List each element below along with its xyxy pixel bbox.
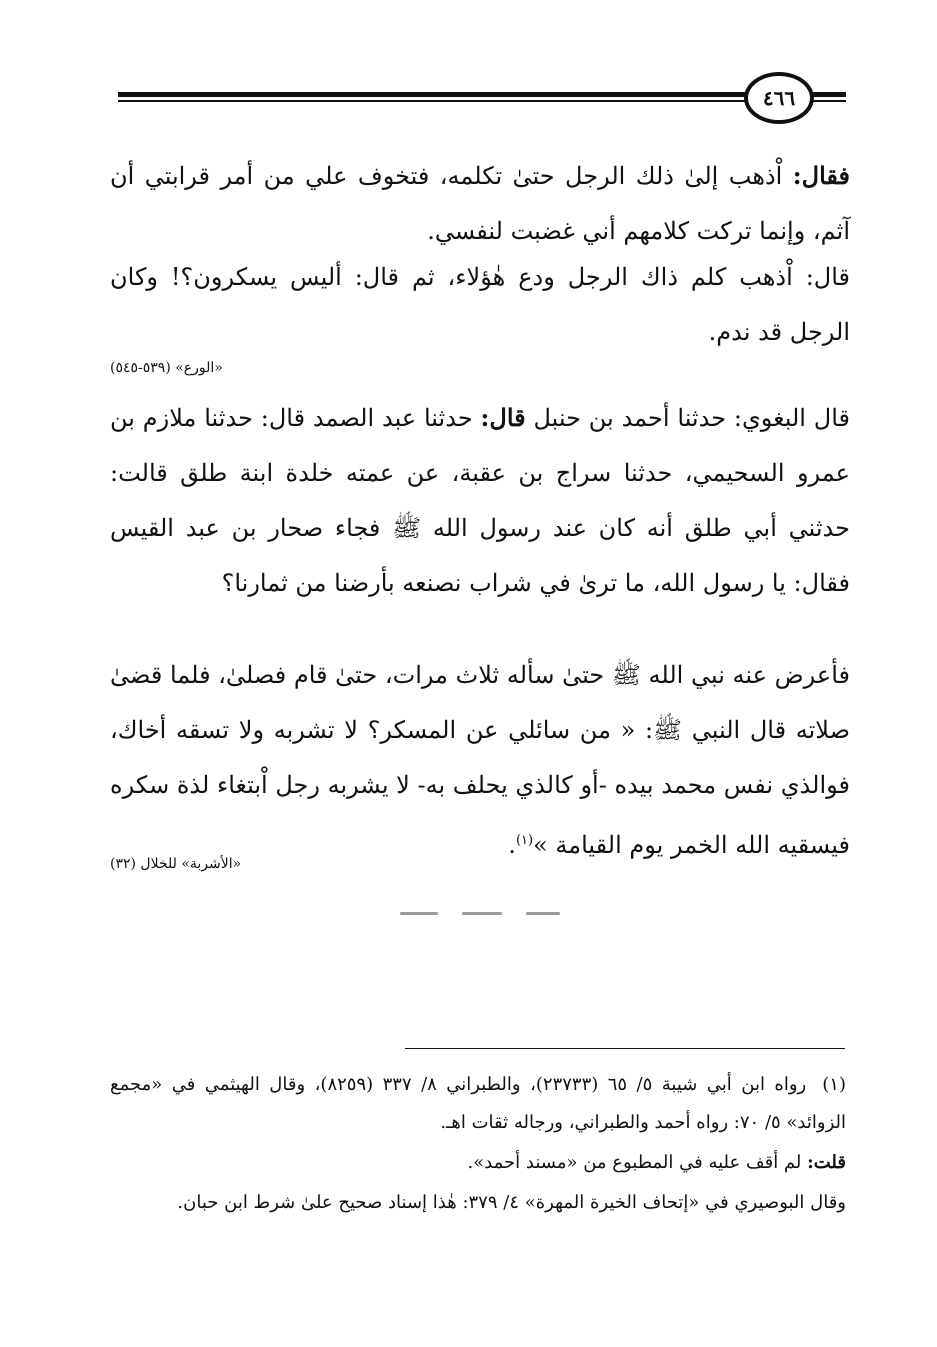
paragraph-2 [110, 250, 850, 360]
paragraph-4-end: . [508, 831, 516, 859]
footnote-qult-text: لم أقف عليه في المطبوع من «مسند أحمد». [467, 1152, 808, 1173]
paragraph-4-text: فأعرض عنه نبي الله ﷺ حتىٰ سأله ثلاث مرات، حتىٰ قام فصلىٰ، فلما قضىٰ صلاته قال النبي ﷺ: « من سائلي عن المسكر؟ لا تشربه ولا تسقه أخاك، فوالذي نفس محمد بيده -أو كالذي يحلف به- لا يشربه رجل اْبتغاء لذة سكره فيسقيه الله الخمر يوم القيامة » [110, 661, 850, 859]
footnote-qult [110, 1144, 846, 1182]
page-number: ٤٦٦ [762, 86, 796, 110]
paragraph-3-text-b: حدثنا عبد الصمد قال: حدثنا ملازم بن عمرو السحيمي، حدثنا سراج بن عقبة، عن عمته خلدة ابنة طلق قالت: حدثني أبي طلق أنه كان عند رسول الله ﷺ فجاء صحار بن عبد القيس فقال: يا رسول الله، ما ترىٰ في شراب نصنعه بأرضنا من ثمارنا؟ [110, 404, 850, 597]
header-rule-right [810, 92, 846, 97]
footnote-1 [110, 1066, 846, 1142]
paragraph-2-text: قال: اْذهب كلم ذاك الرجل ودع هٰؤلاء، ثم قال: أليس يسكرون؟! وكان الرجل قد ندم. [110, 263, 850, 346]
page-number-badge [744, 72, 814, 124]
source-citation-2: «الأشربة» للخلال (٣٢) [110, 856, 242, 872]
header-rule-thin [118, 100, 750, 102]
divider-ornament [462, 912, 502, 915]
footnote-qult-label: قلت: [807, 1152, 846, 1173]
divider-ornament [400, 912, 438, 915]
paragraph-3-text-a: قال البغوي: حدثنا أحمد بن حنبل [525, 404, 851, 432]
header-rule-right-thin [810, 100, 846, 102]
paragraph-3 [110, 390, 850, 611]
footnote-busiri [110, 1184, 846, 1222]
footnote-separator [405, 1048, 845, 1049]
paragraph-3-bold: قال: [480, 403, 526, 432]
footnote-1-text: رواه ابن أبي شيبة ٥/ ٦٥ (٢٣٧٣٣)، والطبراني ٨/ ٣٣٧ (٨٢٥٩)، وقال الهيثمي في «مجمع الزوائد» ٥/ ٧٠: رواه أحمد والطبراني، ورجاله ثقات اهـ. [110, 1074, 846, 1133]
paragraph-1 [110, 148, 850, 259]
footnote-number: (١) [822, 1074, 846, 1095]
footnote-busiri-text: وقال البوصيري في «إتحاف الخيرة المهرة» ٤/ ٣٧٩: هٰذا إسناد صحيح علىٰ شرط ابن حبان. [177, 1192, 846, 1213]
header-rule [118, 92, 750, 97]
paragraph-1-lead: فقال: [792, 161, 850, 190]
footnote-ref[interactable]: (١) [515, 833, 534, 848]
source-citation-1: «الورع» (٥٣٩-٥٤٥) [110, 360, 223, 376]
paragraph-4 [110, 648, 850, 873]
divider-ornament [526, 912, 560, 915]
section-divider [400, 906, 560, 920]
paragraph-1-text: اْذهب إلىٰ ذلك الرجل حتىٰ تكلمه، فتخوف علي من أمر قرابتي أن آثم، وإنما تركت كلامهم أني غضبت لنفسي. [110, 162, 850, 245]
